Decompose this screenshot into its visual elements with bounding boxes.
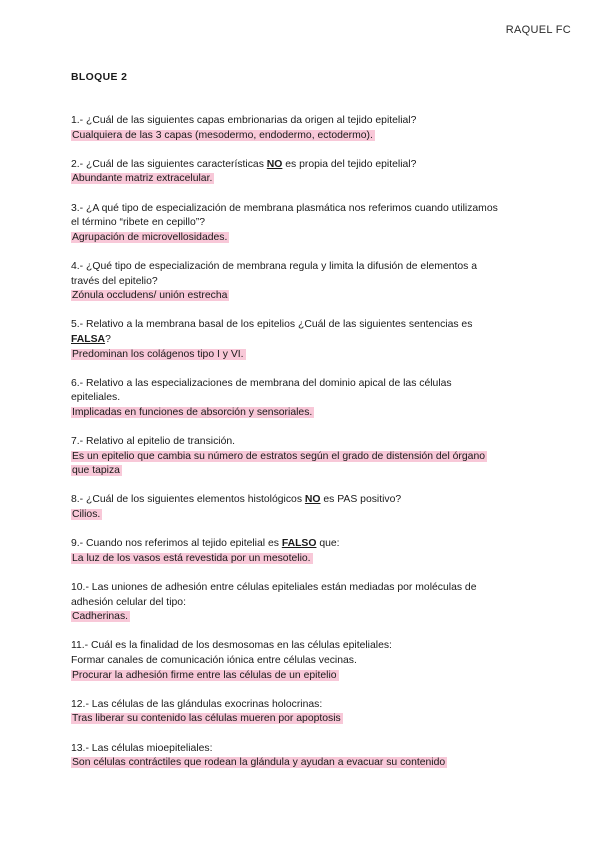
question-text: 11.- Cuál es la finalidad de los desmosomas en las células epiteliales: <box>71 640 392 652</box>
question-11 <box>71 639 541 683</box>
answer-highlight: La luz de los vasos está revestida por un mesotelio. <box>72 552 311 564</box>
emphasis-word: NO <box>266 158 283 170</box>
question-12 <box>71 698 541 727</box>
question-text-cont: través del epitelio? <box>71 275 158 287</box>
answer-highlight: Cualquiera de las 3 capas (mesodermo, endodermo, ectodermo). <box>72 129 373 141</box>
question-text: 7.- Relativo al epitelio de transición. <box>71 436 236 448</box>
question-text-cont: el término “ribete en cepillo”? <box>71 217 205 229</box>
option-text: Formar canales de comunicación iónica entre células vecinas. <box>71 654 357 666</box>
question-text: 10.- Las uniones de adhesión entre células epiteliales están mediadas por moléculas de <box>71 582 477 593</box>
question-text-cont: FALSA? <box>71 333 111 345</box>
question-7 <box>71 435 541 479</box>
question-text: 2.- ¿Cuál de las siguientes características NO es propia del tejido epitelial? <box>71 158 417 170</box>
emphasis-word: FALSO <box>281 538 317 550</box>
question-text: 3.- ¿A qué tipo de especialización de membrana plasmática nos referimos cuando utilizamos <box>71 202 498 214</box>
question-3 <box>71 202 541 246</box>
block-title: BLOQUE 2 <box>71 72 128 83</box>
question-8 <box>71 493 541 522</box>
answer-highlight: Son células contráctiles que rodean la glándula y ayudan a evacuar su contenido <box>72 757 446 769</box>
answer-highlight: Implicadas en funciones de absorción y sensoriales. <box>72 406 313 418</box>
answer-highlight: Abundante matriz extracelular. <box>72 173 213 185</box>
question-text-cont: epiteliales. <box>71 392 121 404</box>
question-text: 9.- Cuando nos referimos al tejido epitelial es FALSO que: <box>71 538 340 550</box>
question-text: 1.- ¿Cuál de las siguientes capas embrionarias da origen al tejido epitelial? <box>71 115 417 126</box>
question-list <box>71 114 541 785</box>
emphasis-word: NO <box>304 494 321 506</box>
question-10 <box>71 581 541 625</box>
answer-highlight: Tras liberar su contenido las células mueren por apoptosis <box>72 713 341 725</box>
question-text: 5.- Relativo a la membrana basal de los epitelios ¿Cuál de las siguientes sentencias es <box>71 319 473 331</box>
answer-highlight: Es un epitelio que cambia su número de estratos según el grado de distensión del órgano <box>72 450 486 462</box>
answer-highlight: Predominan los colágenos tipo I y VI. <box>72 348 244 360</box>
question-1 <box>71 114 541 143</box>
answer-highlight-cont: que tapiza <box>72 465 120 477</box>
question-text: 8.- ¿Cuál de los siguientes elementos histológicos NO es PAS positivo? <box>71 494 402 506</box>
answer-highlight: Zónula occludens/ unión estrecha <box>72 290 228 302</box>
answer-highlight: Agrupación de microvellosidades. <box>72 231 228 243</box>
answer-highlight: Procurar la adhesión firme entre las células de un epitelio <box>72 669 337 681</box>
question-text: 13.- Las células mioepiteliales: <box>71 742 213 754</box>
author-name: RAQUEL FC <box>505 24 571 36</box>
emphasis-word: FALSA <box>71 333 106 345</box>
question-text: 12.- Las células de las glándulas exocrinas holocrinas: <box>71 698 323 710</box>
question-text: 4.- ¿Qué tipo de especialización de membrana regula y limita la difusión de elementos a <box>71 260 478 272</box>
question-9 <box>71 537 541 566</box>
answer-highlight: Cilios. <box>72 509 101 521</box>
question-text: 6.- Relativo a las especializaciones de membrana del dominio apical de las células <box>71 377 452 389</box>
question-text-cont: adhesión celular del tipo: <box>71 596 186 608</box>
question-4 <box>71 260 541 304</box>
question-5 <box>71 318 541 362</box>
question-13 <box>71 742 541 771</box>
answer-highlight: Cadherinas. <box>72 611 129 623</box>
question-2 <box>71 158 541 187</box>
question-6 <box>71 377 541 421</box>
